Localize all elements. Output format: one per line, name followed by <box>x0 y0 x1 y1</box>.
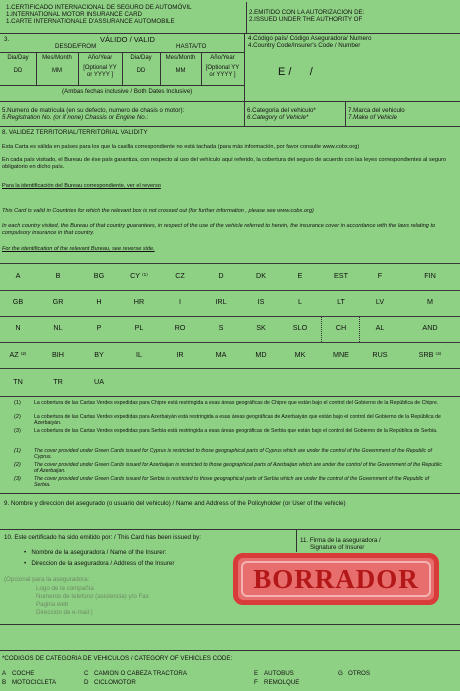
title-en: 1.INTERNATIONAL MOTOR INSURANCE CARD <box>6 11 143 19</box>
category-code-letter: E <box>254 670 259 677</box>
territorial-en-2: In each country visited, the Bureau of that country guarantees, in respect of the use of the vehicle referred to herein, the insurance cover in accordance with the laws relating to compulsory insurance in that country. <box>2 223 436 236</box>
footnote-text: La cobertura de las Cartas Verdes expedidas para Chipre está restringida a esas áreas geográficas de Chipre que están bajo el control del Gobierno de la República de Chipre. <box>34 400 439 406</box>
issuer-title: 10. Este certificado ha sido emitido por: / This Card has been issued by: <box>4 534 201 541</box>
make-label-en: 7.Make of Vehicle <box>348 114 397 122</box>
optional-logo: Logo de la compañía <box>36 585 94 592</box>
territorial-es-2: En cada país visitado, el Bureau de ése país garantiza, con respecto al uso del vehículo aquí referido, la cobertura del seguro de acuerdo con las leyes correspondientes al seguro obligatorio en dicho país. <box>2 157 447 170</box>
category-code-letter: B <box>2 679 7 686</box>
footnote-text: La cobertura de las Cartas Verdes expedidas para Azerbaiyán está restringida a esas áreas geográficas de Azerbaiyán que están bajo el control del Gobierno de la República de Azerbaiyán. <box>34 414 441 426</box>
from-year-label: Año/Year <box>87 55 113 61</box>
from-month-value[interactable]: MM <box>52 68 62 74</box>
country-box[interactable]: BY <box>94 350 104 359</box>
category-codes-title: *CODIGOS DE CATEGORIA DE VEHICULOS / CATEGORY OF VEHICLES CODE: <box>2 655 233 662</box>
insurer-address-label: Direccion de la aseguradora / Address of the Insurer <box>31 560 175 567</box>
to-year-value[interactable]: [Optional YY or YYYY ] <box>205 65 240 78</box>
issuer-item-2[interactable]: • Direccion de la aseguradora / Address of the Insurer <box>24 560 175 567</box>
category-code-label: COCHE <box>12 670 35 677</box>
draft-stamp <box>233 553 439 605</box>
from-month-label: Mes/Month <box>42 55 72 61</box>
footnote-number: (1) <box>14 448 21 454</box>
category-code-label: OTROS <box>348 670 371 677</box>
country-box[interactable]: NL <box>53 323 63 332</box>
country-box[interactable]: L <box>298 297 302 306</box>
registration-label-es: 5.Numero de matricula (en su defecto, numero de chasis o motor): <box>2 107 185 114</box>
country-box[interactable]: CY ⁽¹⁾ <box>130 271 148 280</box>
footnote-number: (2) <box>14 414 21 420</box>
optional-phone: Numeros de telefono (asistencia) y/o Fax <box>36 593 149 600</box>
country-box[interactable]: AND <box>422 323 438 332</box>
country-box[interactable]: I <box>179 297 181 306</box>
policyholder-label[interactable]: 9. Nombre y direccion del asegurado (o usuario del vehiculo) / Name and Address of the Policyholder (or User of the vehicle) <box>4 500 346 507</box>
to-day-label: Dia/Day <box>130 55 152 61</box>
country-code-es: 4.Código país/ Código Aseguradora/ Numero <box>248 35 372 42</box>
from-day-label: Dia/Day <box>7 55 29 61</box>
country-box[interactable]: AL <box>375 323 385 332</box>
country-box[interactable]: AZ ⁽²⁾ <box>9 350 27 359</box>
country-box[interactable]: H <box>96 297 102 306</box>
optional-email: Direccion de e-mail ) <box>36 609 93 616</box>
signature-label[interactable] <box>300 537 381 551</box>
dates-note: (Ambas fechas inclusive / Both Dates Inclusive) <box>62 88 193 95</box>
country-box[interactable]: M <box>427 297 433 306</box>
country-box[interactable]: N <box>15 323 21 332</box>
footnote-number: (3) <box>14 428 21 434</box>
territorial-es-1: Esta Carta es válida en países para los que la casilla correspondiente no está tachada (para más información, por favor consulte www.cobx.org) <box>2 144 360 150</box>
footnote-number: (3) <box>14 476 21 482</box>
category-code-label: REMOLQUE <box>264 679 300 686</box>
country-box[interactable]: BG <box>93 271 105 280</box>
category-code-label: AUTOBUS <box>264 670 294 677</box>
country-box[interactable]: RUS <box>372 350 388 359</box>
category-code-letter: G <box>338 670 343 677</box>
category-code-label: CAMION O CABEZA TRACTORA <box>94 670 187 677</box>
insurer-name-label: Nombre de la aseguradora / Name of the Insurer: <box>31 549 167 556</box>
category-code-item <box>254 670 294 677</box>
issuer-item-1[interactable]: • Nombre de la aseguradora / Name of the Insurer: <box>24 549 167 556</box>
country-box[interactable]: UA <box>94 377 104 386</box>
country-box[interactable]: FIN <box>424 271 436 280</box>
country-box[interactable]: LT <box>337 297 345 306</box>
validity-num: 3. <box>4 36 10 43</box>
from-year-value[interactable]: [Optional YY or YYYY ] <box>83 65 117 78</box>
to-year-label: Año/Year <box>210 55 235 61</box>
category-code-item <box>84 679 136 686</box>
territorial-es-3[interactable]: Para la identificación del Bureau correspondiente, ver el reverso <box>2 183 161 189</box>
country-box[interactable]: PL <box>134 323 144 332</box>
signature-es: 11. Firma de la aseguradora / <box>300 537 381 544</box>
footnote-text: The cover provided under Green Cards issued for Azerbaijan is restricted to those geographical parts of Azerbaijan which are under the control of the Government of the Republic of Azerbaijan. <box>34 462 442 474</box>
category-label-en: 6.Category of Vehicle* <box>247 114 309 122</box>
country-box[interactable]: F <box>377 271 383 280</box>
country-box[interactable]: D <box>218 271 224 280</box>
country-code-block <box>248 35 371 49</box>
category-label-es: 6.Categoria del vehiculo* <box>247 107 316 114</box>
to-month-label: Mes/Month <box>165 55 196 61</box>
country-code-en: 4.Country Code/Insurer's Code / Number <box>248 42 361 50</box>
country-box[interactable]: IS <box>257 297 265 306</box>
from-label: DESDE/FROM <box>55 43 97 50</box>
to-month-value[interactable]: MM <box>175 68 186 74</box>
country-box[interactable]: GR <box>52 297 64 306</box>
card-title-block <box>6 4 192 26</box>
validity-title: VÁLIDO / VALID <box>100 35 155 44</box>
country-box[interactable]: MK <box>294 350 306 359</box>
country-box[interactable]: IL <box>136 350 142 359</box>
vehicle-category-field[interactable] <box>247 107 316 121</box>
country-box[interactable]: P <box>96 323 102 332</box>
optional-label: (Opcional para la aseguradora: <box>4 576 90 583</box>
signature-en: Signature of Insurer <box>310 544 365 552</box>
category-code-item <box>2 670 34 677</box>
country-box[interactable]: HR <box>133 297 145 306</box>
country-box[interactable]: TN <box>13 377 23 386</box>
category-code-item <box>254 679 299 686</box>
category-code-letter: D <box>84 679 89 686</box>
country-box[interactable]: BIH <box>52 350 64 359</box>
country-box[interactable]: SRB ⁽³⁾ <box>418 350 442 359</box>
country-box[interactable]: LV <box>375 297 385 306</box>
country-box[interactable]: MD <box>255 350 267 359</box>
country-box[interactable]: MNE <box>333 350 349 359</box>
country-box[interactable]: GB <box>12 297 24 306</box>
category-code-item <box>84 670 187 677</box>
footnote-number: (1) <box>14 400 21 406</box>
authority-es: 2.EMITIDO CON LA AUTORIZACION DE: <box>249 9 365 16</box>
title-fr: 1.CARTE INTERNATIONALE D'ASSURANCE AUTOMOBILE <box>6 18 175 26</box>
country-box[interactable]: S <box>218 323 224 332</box>
country-box[interactable]: MA <box>215 350 227 359</box>
country-box[interactable]: CH <box>335 323 347 332</box>
authority-en: 2.ISSUED UNDER THE AUTHORITY OF <box>249 16 363 24</box>
country-box[interactable]: E <box>297 271 303 280</box>
country-box[interactable]: CZ <box>175 271 185 280</box>
registration-label-en: 5.Registration No. (or if none) Chassis or Engine No.: <box>2 114 149 122</box>
territorial-heading: 8. VALIDEZ TERRITORIAL/TERRITORIAL VALIDITY <box>2 129 148 136</box>
category-code-label: MOTOCICLETA <box>12 679 57 686</box>
registration-field[interactable] <box>2 107 184 121</box>
country-code-value[interactable]: E / / <box>278 66 313 78</box>
country-box[interactable]: IR <box>176 350 184 359</box>
territorial-en-3[interactable]: For the identification of the relevant Bureau, see reverse side. <box>2 246 155 252</box>
category-code-label: CICLOMOTOR <box>94 679 136 686</box>
to-day-value[interactable]: DD <box>136 68 146 74</box>
from-day-value[interactable]: DD <box>13 68 23 74</box>
country-box[interactable]: TR <box>53 377 63 386</box>
footnote-text: La cobertura de las Cartas Verdes expedidas para Serbia está restringida a esas áreas geográficas de Serbia que están bajo el control del Gobierno de la República de Serbia. <box>34 428 438 434</box>
country-box[interactable]: SK <box>256 323 266 332</box>
country-box[interactable]: SLO <box>292 323 308 332</box>
make-label-es: 7.Marca del vehiculo <box>348 107 405 114</box>
footnote-text: The cover provided under Green Cards issued for Serbia is restricted to those geographical parts of Serbia which are under the control of the Government of the Republic of Serbia. <box>34 476 430 488</box>
country-box[interactable]: A <box>15 271 21 280</box>
country-box[interactable]: RO <box>174 323 186 332</box>
footnote-text: The cover provided under Green Cards issued for Cyprus is restricted to those geographical parts of Cyprus which are under the control of the Government of the Republic of Cyprus. <box>34 448 432 460</box>
category-code-item <box>338 670 370 677</box>
optional-web: Pagina web <box>36 601 69 608</box>
country-box[interactable]: DK <box>256 271 266 280</box>
category-code-letter: F <box>254 679 258 686</box>
country-box[interactable]: B <box>55 271 61 280</box>
title-es: 1.CERTIFICADO INTERNACIONAL DE SEGURO DE AUTOMÓVIL <box>6 4 192 11</box>
category-code-letter: C <box>84 670 89 677</box>
territorial-en-1: This Card is valid in Countries for which the relevant box is not crossed out (for further information , please see www.cobx.org) <box>2 208 314 214</box>
authority-block <box>249 9 364 23</box>
country-box[interactable]: IRL <box>215 297 227 306</box>
vehicle-make-field[interactable] <box>348 107 405 121</box>
draft-stamp-text: BORRADOR <box>253 563 419 594</box>
category-code-letter: A <box>2 670 7 677</box>
category-code-item <box>2 679 56 686</box>
footnote-number: (2) <box>14 462 21 468</box>
to-label: HASTA/TO <box>176 43 207 50</box>
country-box[interactable]: EST <box>334 271 348 280</box>
